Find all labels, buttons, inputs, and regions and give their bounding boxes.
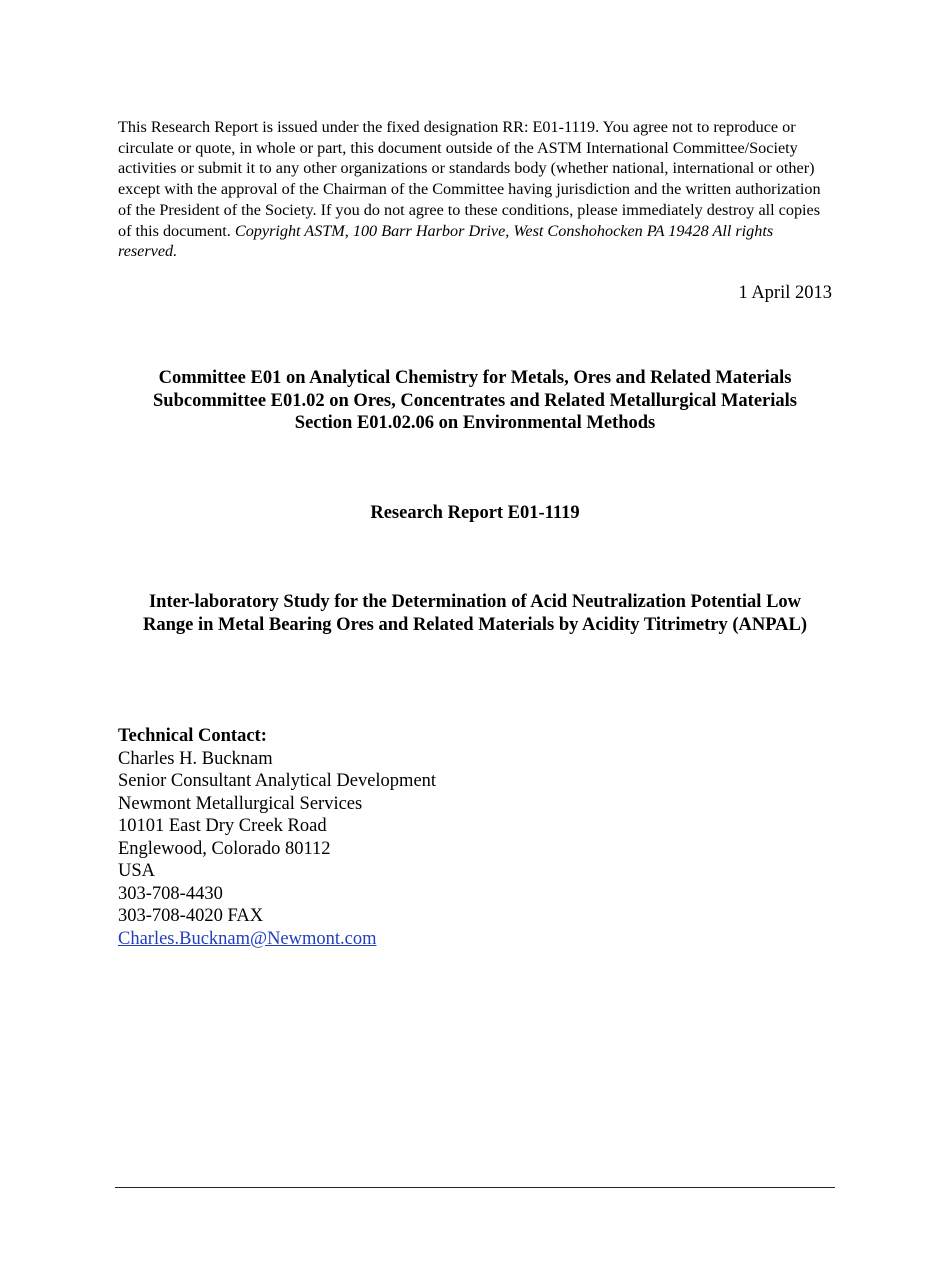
notice-text: This Research Report is issued under the fixed designation RR: E01-1119. You agree not to reproduce or circulate or quote, in whole or part, this document outside of the ASTM International Committee/Society activities or submit it to any other organizations or standards body (whether national, international or other) except with the approval of the Chairman of the Committee having jurisdiction and the written authorization of the President of the Society. If you do not agree to these conditions, please immediately destroy all copies of this document. — [118, 118, 821, 240]
study-title-line-2: Range in Metal Bearing Ores and Related Materials by Acidity Titrimetry (ANPAL) — [142, 614, 808, 635]
committee-line: Committee E01 on Analytical Chemistry for Metals, Ores and Related Materials — [158, 368, 792, 388]
contact-heading: Technical Contact: — [118, 726, 267, 746]
contact-name: Charles H. Bucknam — [118, 748, 273, 769]
subcommittee-line: Subcommittee E01.02 on Ores, Concentrates and Related Metallurgical Materials — [153, 390, 797, 411]
contact-street: 10101 East Dry Creek Road — [118, 816, 327, 836]
contact-city: Englewood, Colorado 80112 — [118, 838, 331, 859]
contact-title: Senior Consultant Analytical Development — [118, 771, 437, 791]
committee-heading — [100, 367, 850, 435]
contact-fax: 303-708-4020 FAX — [118, 906, 264, 926]
study-title-line-1: Inter-laboratory Study for the Determination of Acid Neutralization Potential Low — [148, 592, 802, 612]
contact-email-link[interactable]: Charles.Bucknam@Newmont.com — [118, 928, 377, 949]
report-number-title: Research Report E01-1119 — [370, 503, 580, 523]
study-title — [100, 591, 850, 636]
contact-phone: 303-708-4430 — [118, 883, 223, 904]
footer-divider — [115, 1187, 835, 1188]
distribution-notice — [118, 117, 834, 262]
contact-country: USA — [118, 861, 156, 881]
copyright-notice: Copyright ASTM, 100 Barr Harbor Drive, West Conshohocken PA 19428 All rights reserved. — [118, 221, 774, 261]
contact-organization: Newmont Metallurgical Services — [118, 793, 363, 814]
report-date: 1 April 2013 — [738, 283, 832, 303]
section-line: Section E01.02.06 on Environmental Methods — [294, 413, 656, 433]
technical-contact-block — [118, 725, 436, 950]
